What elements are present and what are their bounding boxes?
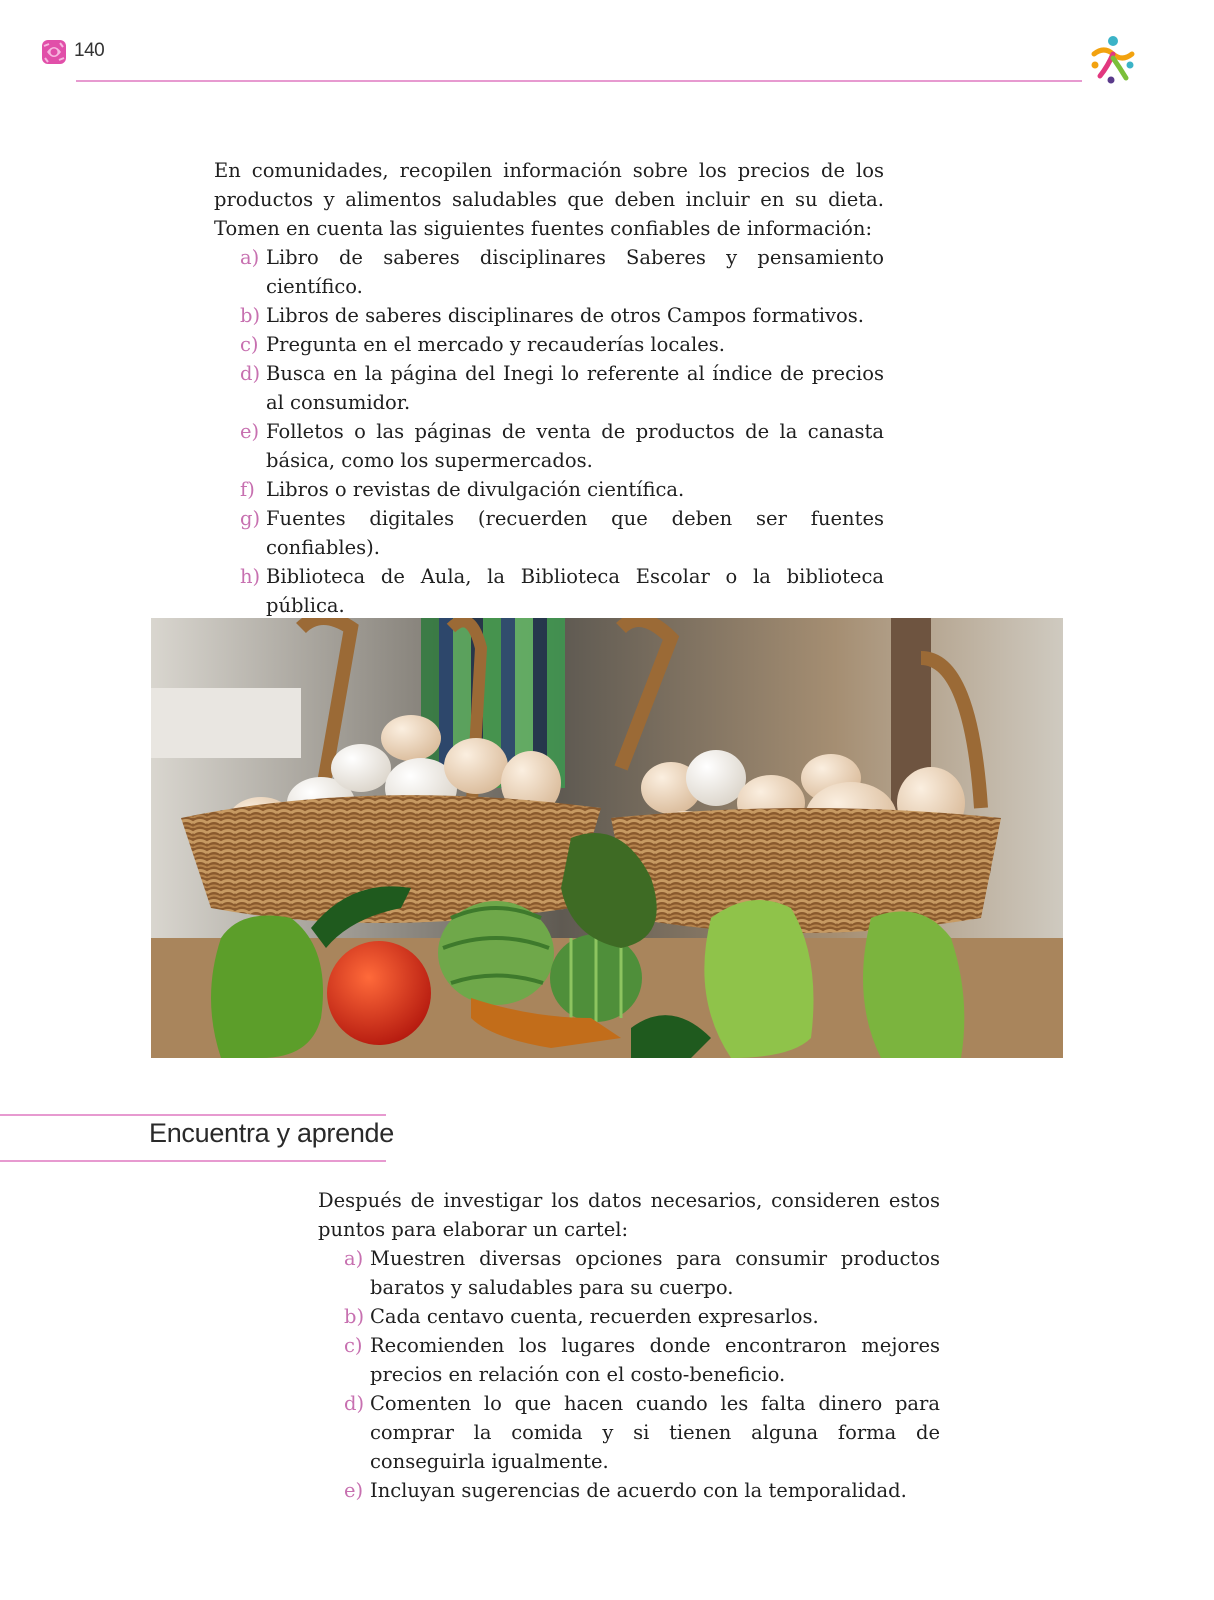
list-marker: g) — [240, 507, 261, 530]
list-item — [240, 301, 884, 330]
list-item-text: Incluyan sugerencias de acuerdo con la temporalidad. — [370, 1479, 907, 1502]
list-marker: a) — [240, 246, 260, 269]
list-marker: a) — [344, 1247, 364, 1270]
list-item — [240, 475, 884, 504]
list-item — [240, 504, 884, 562]
section-title: Encuentra y aprende — [149, 1118, 394, 1148]
list-marker: e) — [240, 420, 260, 443]
sources-list — [240, 243, 884, 678]
list-item — [240, 359, 884, 417]
section-paragraph: Después de investigar los datos necesarios, consideren estos puntos para elaborar un cartel: — [318, 1189, 940, 1241]
list-item — [344, 1244, 940, 1302]
list-item — [240, 330, 884, 359]
list-marker: h) — [240, 565, 261, 588]
list-item-text: Libro de saberes disciplinares Saberes y pensamiento científico. — [266, 246, 884, 298]
points-list — [344, 1244, 940, 1505]
list-item-text: Muestren diversas opciones para consumir productos baratos y saludables para su cuerpo. — [370, 1247, 940, 1299]
intro-block — [214, 156, 884, 678]
list-item — [240, 417, 884, 475]
list-item — [240, 243, 884, 301]
colorful-figure-logo-icon — [1086, 32, 1140, 86]
intro-paragraph: En comunidades, recopilen información sobre los precios de los productos y alimentos saludables que deben incluir en su dieta. Tomen en cuenta las siguientes fuentes confiables de información: — [214, 159, 884, 240]
list-item — [240, 562, 884, 620]
list-item-text: Libros de saberes disciplinares de otros Campos formativos. — [266, 304, 864, 327]
list-marker: f) — [240, 478, 255, 501]
list-item — [344, 1302, 940, 1331]
list-item-text: Libros o revistas de divulgación científica. — [266, 478, 685, 501]
list-item-text: Comenten lo que hacen cuando les falta dinero para comprar la comida y si tienen alguna forma de conseguirla igualmente. — [370, 1392, 940, 1473]
section-rule-bottom — [0, 1160, 386, 1162]
list-item — [344, 1389, 940, 1476]
list-marker: b) — [240, 304, 261, 327]
list-item-text: Cada centavo cuenta, recuerden expresarlos. — [370, 1305, 819, 1328]
section-block — [318, 1186, 940, 1505]
list-item-text: Biblioteca de Aula, la Biblioteca Escolar o la biblioteca pública. — [266, 565, 884, 617]
list-marker: b) — [344, 1305, 365, 1328]
list-marker: c) — [344, 1334, 363, 1357]
header-rule — [76, 80, 1082, 82]
list-item-text: Fuentes digitales (recuerden que deben ser fuentes confiables). — [266, 507, 884, 559]
section-rule-top — [0, 1114, 386, 1116]
page-number: 140 — [74, 40, 105, 61]
list-marker: e) — [344, 1479, 364, 1502]
magenta-glyph-icon — [40, 38, 68, 66]
list-marker: d) — [344, 1392, 365, 1415]
list-item-text: Pregunta en el mercado y recauderías locales. — [266, 333, 725, 356]
list-item-text: Folletos o las páginas de venta de productos de la canasta básica, como los supermercados. — [266, 420, 884, 472]
list-marker: d) — [240, 362, 261, 385]
list-item-text: Recomienden los lugares donde encontraron mejores precios en relación con el costo-beneficio. — [370, 1334, 940, 1386]
market-photo — [151, 618, 1063, 1058]
list-marker: c) — [240, 333, 259, 356]
list-item — [344, 1331, 940, 1389]
list-item — [344, 1476, 940, 1505]
list-item-text: Busca en la página del Inegi lo referente al índice de precios al consumidor. — [266, 362, 884, 414]
